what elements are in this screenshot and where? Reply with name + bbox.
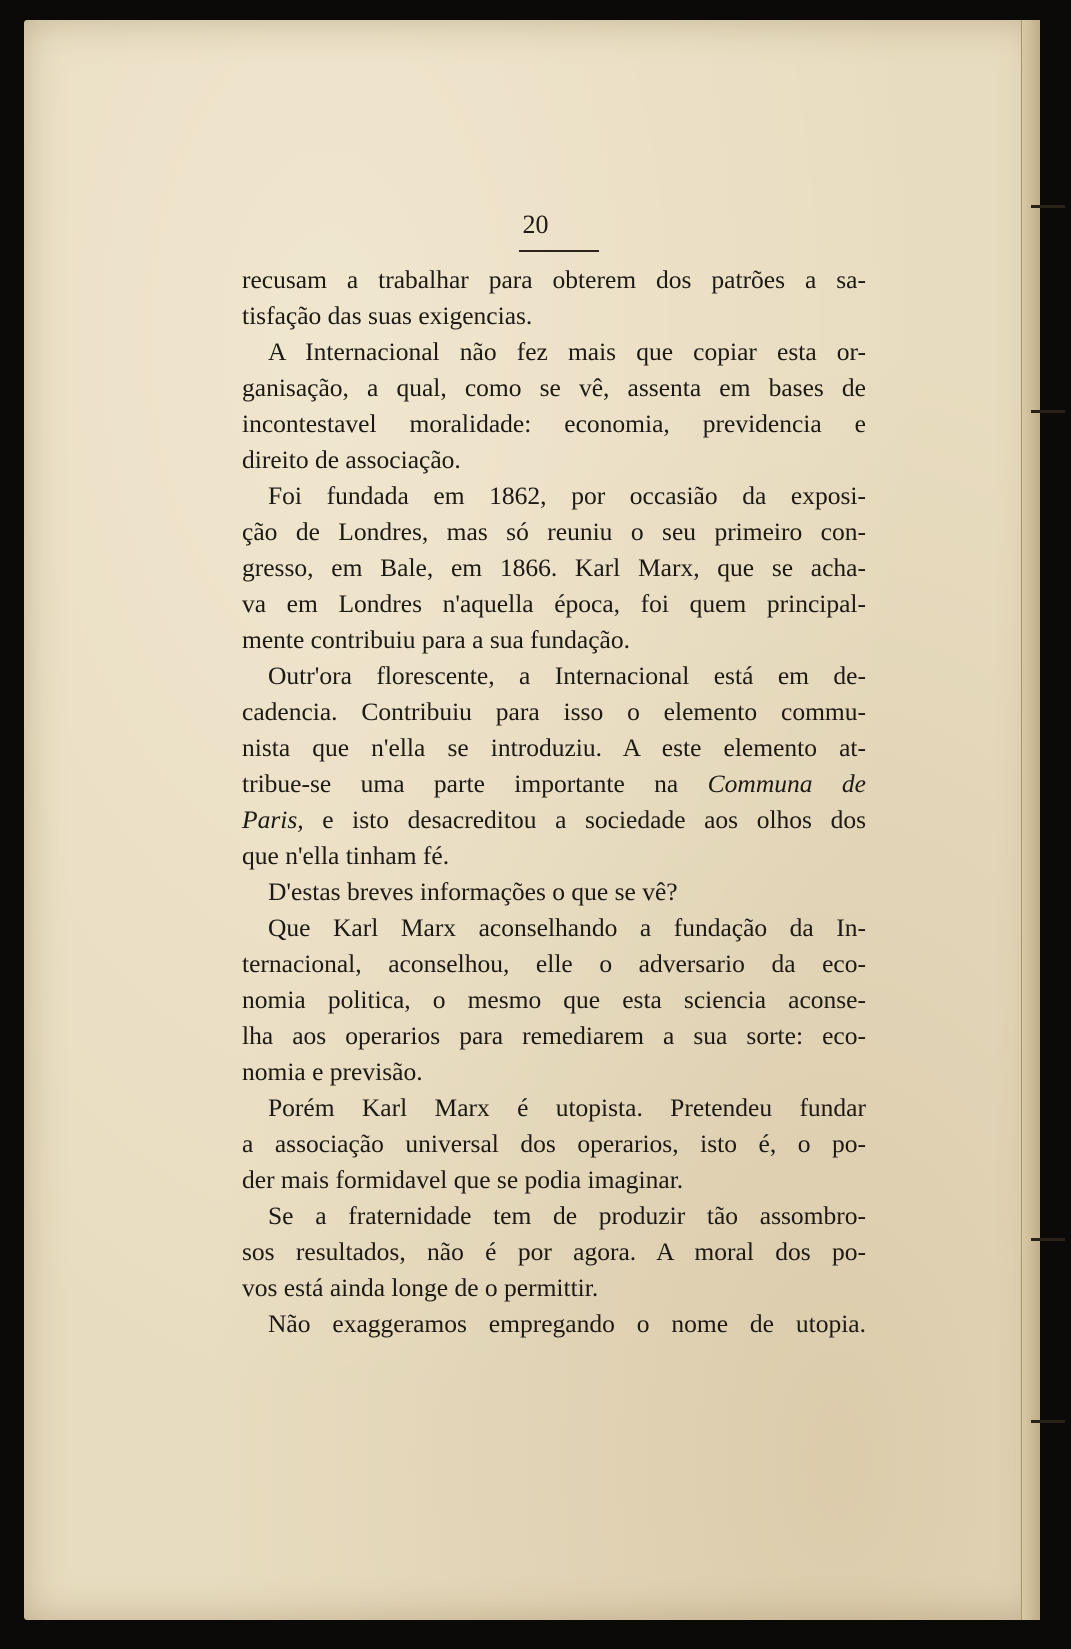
text-segment: e isto desacreditou a sociedade aos olhos dos bbox=[303, 805, 866, 834]
binding-mark bbox=[1031, 205, 1065, 208]
text-line: Outr'ora florescente, a Internacional está em de- bbox=[268, 661, 866, 690]
text-line: cadencia. Contribuiu para isso o elemento commu- bbox=[242, 697, 866, 726]
text-line: direito de associação. bbox=[242, 445, 461, 474]
text-line: mente contribuiu para a sua fundação. bbox=[242, 625, 631, 654]
text-line: D'estas breves informações o que se vê? bbox=[268, 877, 678, 906]
text-line: ganisação, a qual, como se vê, assenta em bases de bbox=[242, 373, 866, 402]
text-line: Porém Karl Marx é utopista. Pretendeu fundar bbox=[268, 1093, 866, 1122]
text-line: A Internacional não fez mais que copiar esta or- bbox=[268, 337, 866, 366]
text-line: recusam a trabalhar para obterem dos patrões a sa- bbox=[242, 265, 866, 294]
binding-mark bbox=[1031, 1420, 1065, 1423]
text-line: lha aos operarios para remediarem a sua sorte: eco- bbox=[242, 1021, 866, 1050]
text-line: nista que n'ella se introduziu. A este elemento at- bbox=[242, 733, 866, 762]
page-edge bbox=[1021, 20, 1040, 1620]
italic-segment: Paris, bbox=[242, 805, 304, 834]
text-line: ternacional, aconselhou, elle o adversario da eco- bbox=[242, 949, 866, 978]
header-rule bbox=[519, 250, 599, 252]
page-number: 20 bbox=[522, 210, 549, 239]
text-line bbox=[242, 802, 866, 838]
text-line: que n'ella tinham fé. bbox=[242, 841, 450, 870]
text-line: Que Karl Marx aconselhando a fundação da In- bbox=[268, 913, 866, 942]
text-line: va em Londres n'aquella época, foi quem principal- bbox=[242, 589, 866, 618]
text-line: nomia politica, o mesmo que esta sciencia aconse- bbox=[242, 985, 866, 1014]
text-line: nomia e previsão. bbox=[242, 1057, 423, 1086]
text-line: ção de Londres, mas só reuniu o seu primeiro con- bbox=[242, 517, 866, 546]
text-segment: tribue-se uma parte importante na bbox=[242, 769, 708, 798]
text-line: a associação universal dos operarios, isto é, o po- bbox=[242, 1129, 866, 1158]
binding-mark bbox=[1031, 410, 1065, 413]
text-line: Não exaggeramos empregando o nome de utopia. bbox=[268, 1309, 866, 1338]
body-text bbox=[242, 262, 866, 1342]
text-line: sos resultados, não é por agora. A moral dos po- bbox=[242, 1237, 866, 1266]
binding-mark bbox=[1031, 1238, 1065, 1241]
italic-segment: Communa de bbox=[707, 769, 866, 798]
text-line: gresso, em Bale, em 1866. Karl Marx, que se acha- bbox=[242, 553, 866, 582]
text-line bbox=[242, 766, 866, 802]
text-line: vos está ainda longe de o permittir. bbox=[242, 1273, 599, 1302]
text-line: Foi fundada em 1862, por occasião da exposi- bbox=[268, 481, 866, 510]
text-line: incontestavel moralidade: economia, previdencia e bbox=[242, 409, 866, 438]
text-line: Se a fraternidade tem de produzir tão assombro- bbox=[268, 1201, 866, 1230]
text-line: der mais formidavel que se podia imaginar. bbox=[242, 1165, 684, 1194]
text-line: tisfação das suas exigencias. bbox=[242, 301, 533, 330]
